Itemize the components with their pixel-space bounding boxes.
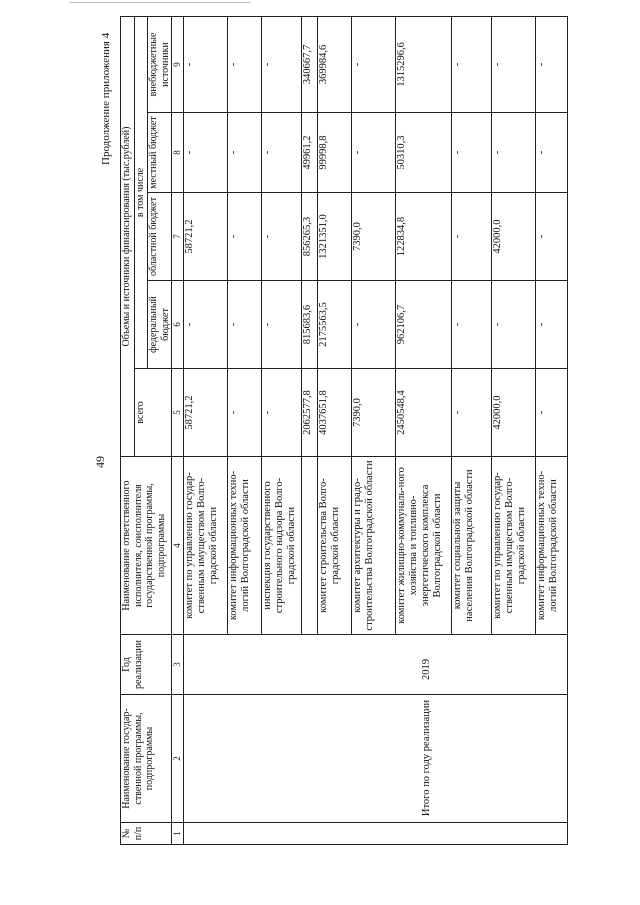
local-cell: 50310,3 [396, 113, 452, 193]
local-cell: - [536, 113, 568, 193]
rotated-page [90, 0, 640, 905]
offbudget-cell: 1315296,6 [396, 16, 452, 112]
total-cell: 58721,2 [184, 369, 228, 457]
local-cell: - [352, 113, 396, 193]
regional-cell: 58721,2 [184, 193, 228, 281]
federal-cell: - [352, 281, 396, 369]
regional-cell: 1321351,0 [318, 193, 352, 281]
offbudget-cell: 369984,6 [318, 16, 352, 112]
header-total: всего [135, 369, 172, 457]
offbudget-cell: - [536, 16, 568, 112]
regional-cell: - [262, 193, 302, 281]
year-value: 2019 [421, 659, 432, 680]
regional-cell: 7390,0 [352, 193, 396, 281]
column-number: 9 [172, 16, 184, 112]
federal-sum-cell: 815683,6 [302, 281, 318, 369]
offbudget-cell: - [352, 16, 396, 112]
funding-table [120, 16, 568, 845]
total-cell: - [536, 369, 568, 457]
header-program: Наименование государ-ственной программы, подпрограммы [121, 695, 172, 823]
federal-cell: - [536, 281, 568, 369]
column-number: 2 [172, 695, 184, 823]
total-cell: 4037651,8 [318, 369, 352, 457]
year-cell [184, 635, 568, 695]
column-number: 4 [172, 457, 184, 635]
header-regional: областной бюджет [148, 193, 172, 281]
num-cell [184, 823, 568, 845]
header-num: № п/п [121, 823, 172, 845]
column-number: 1 [172, 823, 184, 845]
executor-cell: инспекция государственного строительного надзора Волго-градской области [262, 457, 302, 635]
total-sum-cell: 2062577,8 [302, 369, 318, 457]
header-year: Год реализации [121, 635, 172, 695]
local-cell: 99998,8 [318, 113, 352, 193]
offbudget-cell: - [262, 16, 302, 112]
total-cell: 42000,0 [492, 369, 536, 457]
total-label: Итого по году реализации [421, 699, 432, 817]
offbudget-cell: - [452, 16, 492, 112]
header-executor: Наименование ответственного исполнителя, соисполнителя государственной программы, подпрограммы [121, 457, 172, 635]
offbudget-cell: - [228, 16, 262, 112]
column-number: 3 [172, 635, 184, 695]
federal-cell: - [452, 281, 492, 369]
executor-cell: комитет жилищно-коммуналь-ного хозяйства и топливно-энергетического комплекса Волгоградской области [396, 457, 452, 635]
executor-cell: комитет строительства Волго-градской области [318, 457, 352, 635]
total-cell: 2450548,4 [396, 369, 452, 457]
total-cell: - [452, 369, 492, 457]
header-offbudget: внебюджетные источники [148, 16, 172, 112]
offbudget-sum-cell: 340667,7 [302, 16, 318, 112]
total-cell: - [262, 369, 302, 457]
column-number: 8 [172, 113, 184, 193]
total-cell: - [228, 369, 262, 457]
appendix-note: Продолжение приложения 4 [100, 32, 112, 165]
regional-cell: - [452, 193, 492, 281]
federal-cell: - [492, 281, 536, 369]
local-sum-cell: 49961,2 [302, 113, 318, 193]
column-number: 6 [172, 281, 184, 369]
header-local: местный бюджет [148, 113, 172, 193]
offbudget-cell: - [184, 16, 228, 112]
federal-cell: 962106,7 [396, 281, 452, 369]
executor-cell-blank [302, 457, 318, 635]
local-cell: - [228, 113, 262, 193]
executor-cell: комитет по управлению государ-ственным имуществом Волго-градской области [492, 457, 536, 635]
header-funding: Объемы и источники финансирования (тыс.рублей) [121, 16, 135, 456]
local-cell: - [184, 113, 228, 193]
local-cell: - [262, 113, 302, 193]
header-federal: федеральный бюджет [148, 281, 172, 369]
regional-sum-cell: 856265,3 [302, 193, 318, 281]
executor-cell: комитет по управлению государ-ственным имуществом Волго-градской области [184, 457, 228, 635]
page-number: 49 [93, 456, 107, 468]
executor-cell: комитет информационных техно-логий Волгоградской области [536, 457, 568, 635]
executor-cell: комитет социальной защиты населения Волгоградской области [452, 457, 492, 635]
regional-cell: 42000,0 [492, 193, 536, 281]
regional-cell: - [536, 193, 568, 281]
regional-cell: - [228, 193, 262, 281]
header-including: в том числе [135, 16, 148, 368]
executor-cell: комитет информационных техно-логий Волгоградской области [228, 457, 262, 635]
regional-cell: 122834,8 [396, 193, 452, 281]
federal-cell: - [228, 281, 262, 369]
program-cell [184, 695, 568, 823]
federal-cell: - [262, 281, 302, 369]
federal-cell: 2175563,5 [318, 281, 352, 369]
executor-cell: комитет архитектуры и градо-строительства Волгоградской области [352, 457, 396, 635]
column-number: 7 [172, 193, 184, 281]
local-cell: - [452, 113, 492, 193]
column-number: 5 [172, 369, 184, 457]
total-cell: 7390,0 [352, 369, 396, 457]
local-cell: - [492, 113, 536, 193]
offbudget-cell: - [492, 16, 536, 112]
federal-cell: - [184, 281, 228, 369]
